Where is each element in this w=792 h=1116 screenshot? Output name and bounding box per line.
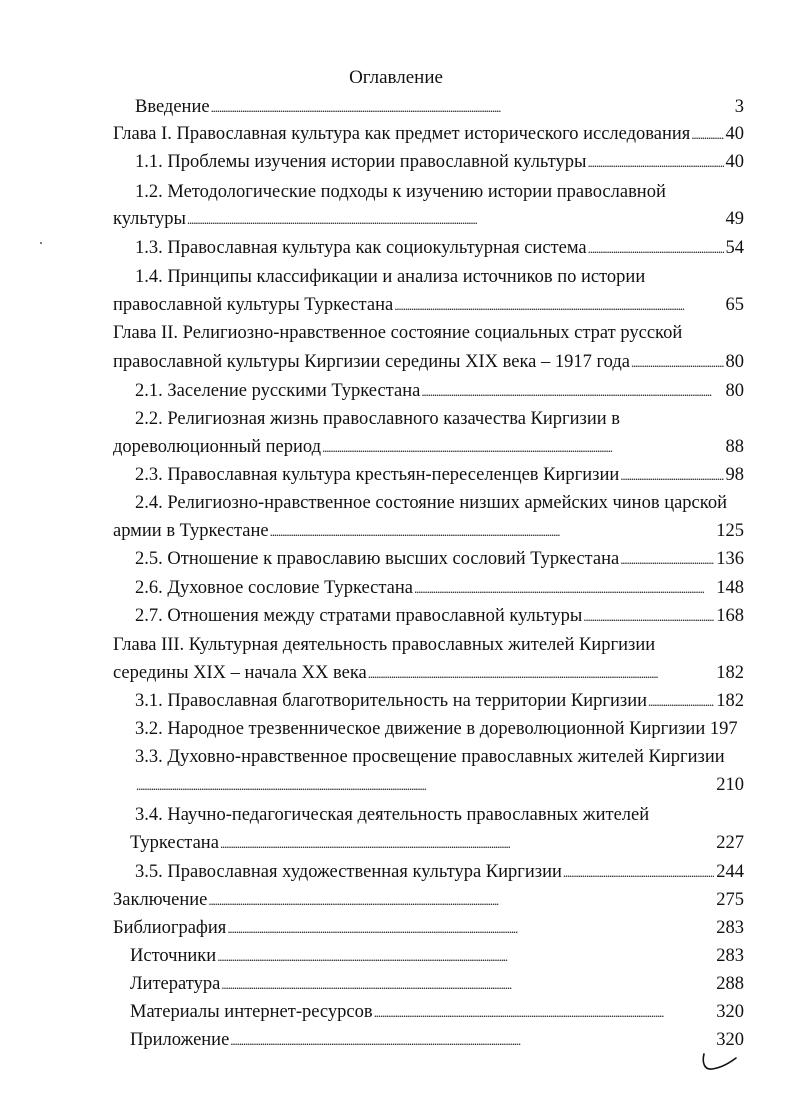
toc-entry: 3.3. Духовно-нравственное просвещение православных жителей Киргизии	[135, 747, 725, 767]
toc-entry: Глава III. Культурная деятельность православных жителей Киргизии	[113, 635, 656, 655]
scan-speck	[40, 242, 42, 244]
toc-entry: Глава II. Религиозно-нравственное состояние социальных страт русской	[113, 323, 683, 343]
toc-entry: Глава I. Православная культура как предмет исторического исследования . . . 40	[113, 120, 744, 148]
toc-entry: 1.4. Принципы классификации и анализа источников по истории	[135, 267, 646, 287]
toc-entry: . . . 210	[135, 771, 744, 799]
toc-entry: 2.2. Религиозная жизнь православного казачества Киргизии в	[135, 409, 620, 429]
toc-entry: 3.1. Православная благотворительность на территории Киргизии . . . 182	[135, 687, 744, 715]
toc-entry: православной культуры Киргизии середины XIX века – 1917 года . . . 80	[113, 348, 744, 376]
toc-entry: 2.1. Заселение русскими Туркестана . . . 80	[135, 377, 744, 405]
toc-entry: 2.4. Религиозно-нравственное состояние низших армейских чинов царской	[135, 493, 727, 513]
toc-entry: 2.7. Отношения между стратами православной культуры . . . 168	[135, 602, 744, 630]
toc-entry: 3.2. Народное трезвенническое движение в дореволюционной Киргизии 197	[135, 719, 738, 739]
toc-entry: 2.5. Отношение к православию высших сословий Туркестана . . . 136	[135, 545, 744, 573]
toc-entry: 3.5. Православная художественная культура Киргизии . . . 244	[135, 858, 744, 886]
toc-entry: 2.6. Духовное сословие Туркестана . . . 148	[135, 574, 744, 602]
toc-entry: 1.1. Проблемы изучения истории православной культуры . . . 40	[135, 148, 744, 176]
toc-entry: Материалы интернет-ресурсов . . . 320	[130, 998, 744, 1026]
toc-title: Оглавление	[349, 67, 443, 88]
toc-entry: 3.4. Научно-педагогическая деятельность православных жителей	[135, 805, 650, 825]
toc-entry: Приложение . . . 320	[130, 1026, 744, 1054]
toc-entry: Источники . . . 283	[130, 942, 744, 970]
toc-entry: Библиография . . . 283	[113, 914, 744, 942]
toc-entry: середины XIX – начала XX века . . . 182	[113, 659, 744, 687]
toc-entry: дореволюционный период . . . 88	[113, 433, 744, 461]
toc-entry: культуры . . . 49	[113, 205, 744, 233]
toc-entry: Заключение . . . 275	[113, 886, 744, 914]
toc-entry: 2.3. Православная культура крестьян-переселенцев Киргизии . . . 98	[135, 461, 744, 489]
toc-entry: Введение . . . 3	[135, 93, 744, 121]
toc-entry: Туркестана . . . 227	[130, 829, 744, 857]
toc-entry: Литература . . . 288	[130, 970, 744, 998]
toc-entry: 1.2. Методологические подходы к изучению истории православной	[135, 182, 666, 202]
toc-entry: армии в Туркестане . . . 125	[113, 517, 744, 545]
handwritten-mark	[700, 1050, 740, 1074]
toc-entry: 1.3. Православная культура как социокультурная система . . . 54	[135, 234, 744, 262]
toc-entry: православной культуры Туркестана . . . 65	[113, 291, 744, 319]
